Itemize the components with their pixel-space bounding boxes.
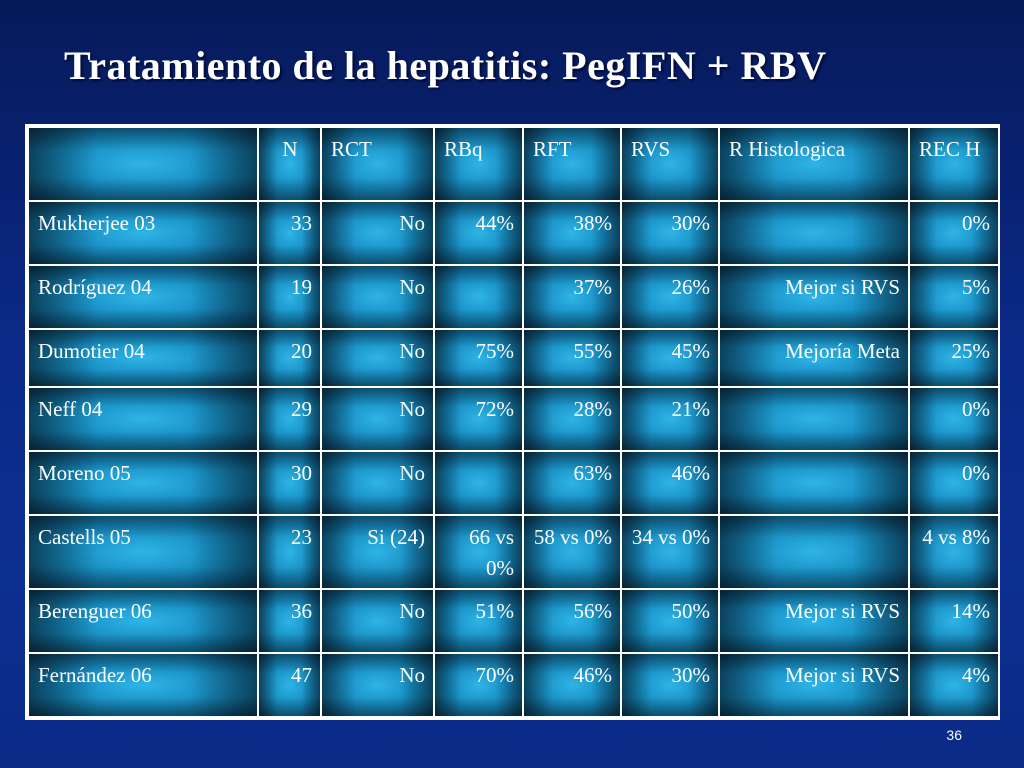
cell-r-histologica	[719, 451, 909, 515]
cell-rbq: 51%	[434, 589, 523, 653]
cell-study: Moreno 05	[28, 451, 258, 515]
table-row	[28, 329, 999, 387]
cell-rft: 56%	[523, 589, 621, 653]
table-body	[28, 127, 999, 717]
cell-r-histologica: Mejor si RVS	[719, 653, 909, 717]
cell-rec-h: 4%	[909, 653, 999, 717]
cell-study: Neff 04	[28, 387, 258, 451]
results-table-container	[25, 124, 1000, 720]
cell-r-histologica	[719, 387, 909, 451]
cell-rvs: 26%	[621, 265, 719, 329]
cell-rft: 46%	[523, 653, 621, 717]
cell-rbq: 66 vs 0%	[434, 515, 523, 589]
cell-rbq	[434, 451, 523, 515]
cell-study: Castells 05	[28, 515, 258, 589]
cell-n: 20	[258, 329, 321, 387]
cell-rvs: 30%	[621, 653, 719, 717]
cell-rvs: 46%	[621, 451, 719, 515]
cell-rft: 63%	[523, 451, 621, 515]
table-row	[28, 451, 999, 515]
cell-rft: 37%	[523, 265, 621, 329]
cell-r-histologica: Mejor si RVS	[719, 265, 909, 329]
table-row	[28, 653, 999, 717]
results-table	[27, 126, 1000, 718]
cell-rbq: 44%	[434, 201, 523, 265]
cell-rbq: 72%	[434, 387, 523, 451]
cell-rft: 38%	[523, 201, 621, 265]
cell-rec-h: 0%	[909, 201, 999, 265]
cell-rvs: 30%	[621, 201, 719, 265]
cell-rec-h: 5%	[909, 265, 999, 329]
cell-rct: No	[321, 265, 434, 329]
cell-rec-h: 25%	[909, 329, 999, 387]
cell-rvs: 45%	[621, 329, 719, 387]
cell-rct: No	[321, 387, 434, 451]
header-cell-rct: RCT	[321, 127, 434, 201]
cell-n: 47	[258, 653, 321, 717]
cell-rec-h: 14%	[909, 589, 999, 653]
cell-rbq	[434, 265, 523, 329]
cell-study: Dumotier 04	[28, 329, 258, 387]
header-cell-n: N	[258, 127, 321, 201]
header-cell-rvs: RVS	[621, 127, 719, 201]
cell-rft: 58 vs 0%	[523, 515, 621, 589]
header-row	[28, 127, 999, 201]
cell-r-histologica	[719, 201, 909, 265]
cell-rvs: 50%	[621, 589, 719, 653]
cell-n: 36	[258, 589, 321, 653]
cell-rct: No	[321, 201, 434, 265]
cell-study: Fernández 06	[28, 653, 258, 717]
page-number: 36	[946, 727, 962, 743]
cell-n: 30	[258, 451, 321, 515]
cell-rec-h: 0%	[909, 387, 999, 451]
cell-rct: No	[321, 589, 434, 653]
cell-rec-h: 0%	[909, 451, 999, 515]
cell-study: Mukherjee 03	[28, 201, 258, 265]
cell-r-histologica: Mejor si RVS	[719, 589, 909, 653]
cell-r-histologica: Mejoría Meta	[719, 329, 909, 387]
header-cell-rbq: RBq	[434, 127, 523, 201]
cell-n: 23	[258, 515, 321, 589]
cell-rct: No	[321, 451, 434, 515]
header-cell-study	[28, 127, 258, 201]
cell-rbq: 75%	[434, 329, 523, 387]
cell-rct: No	[321, 329, 434, 387]
cell-rct: No	[321, 653, 434, 717]
cell-n: 29	[258, 387, 321, 451]
cell-rct: Si (24)	[321, 515, 434, 589]
cell-study: Berenguer 06	[28, 589, 258, 653]
cell-rbq: 70%	[434, 653, 523, 717]
cell-rft: 55%	[523, 329, 621, 387]
header-cell-rft: RFT	[523, 127, 621, 201]
table-row	[28, 201, 999, 265]
cell-rvs: 34 vs 0%	[621, 515, 719, 589]
table-row	[28, 515, 999, 589]
header-cell-r-histologica: R Histologica	[719, 127, 909, 201]
cell-rft: 28%	[523, 387, 621, 451]
cell-rec-h: 4 vs 8%	[909, 515, 999, 589]
cell-rvs: 21%	[621, 387, 719, 451]
cell-n: 19	[258, 265, 321, 329]
slide-title: Tratamiento de la hepatitis: PegIFN + RBV	[64, 43, 827, 88]
cell-study: Rodríguez 04	[28, 265, 258, 329]
cell-n: 33	[258, 201, 321, 265]
cell-r-histologica	[719, 515, 909, 589]
header-cell-rec-h: REC H	[909, 127, 999, 201]
table-row	[28, 265, 999, 329]
table-row	[28, 589, 999, 653]
table-row	[28, 387, 999, 451]
